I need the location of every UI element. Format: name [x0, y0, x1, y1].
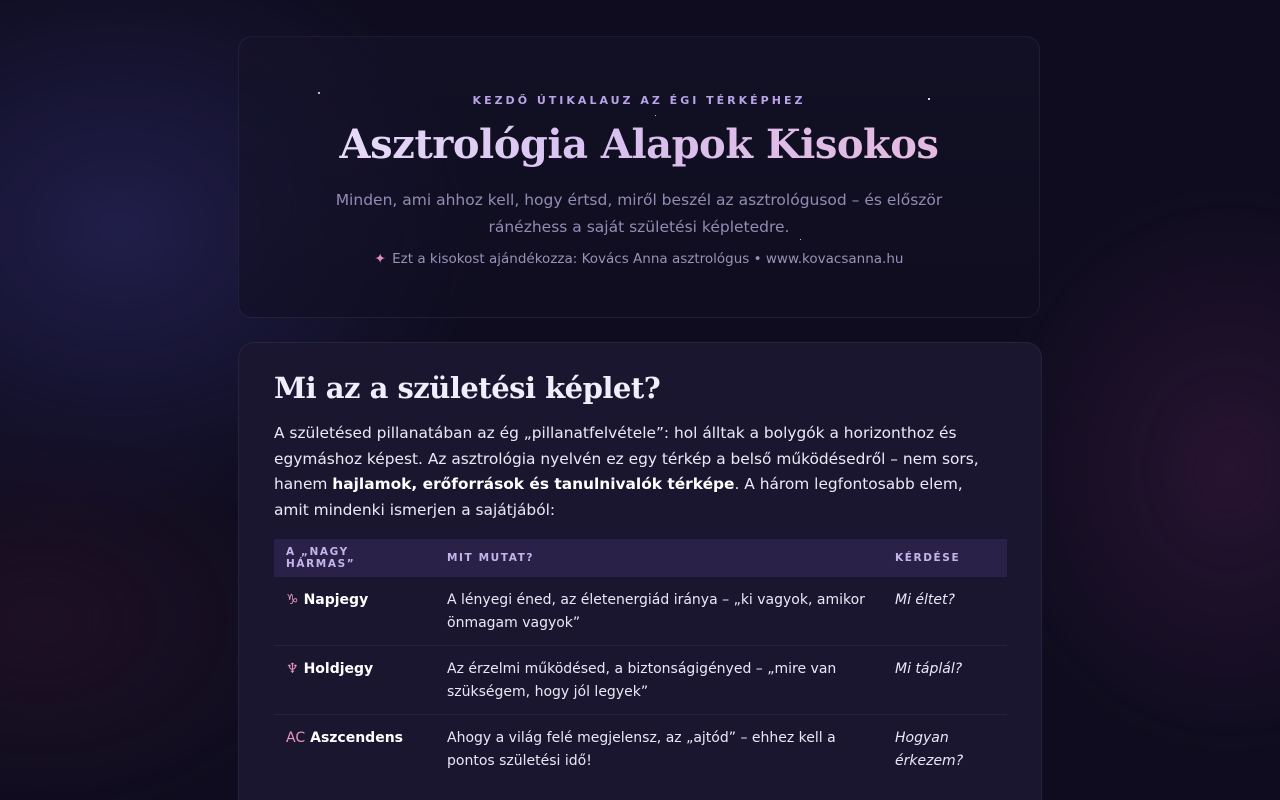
page-title: Asztrológia Alapok Kisokos — [239, 121, 1039, 168]
cell-question: Mi táplál? — [883, 646, 1007, 715]
item-name: Holdjegy — [303, 661, 374, 677]
section-title: Mi az a születési képlet? — [274, 371, 661, 405]
cell-description: A lényegi éned, az életenergiád iránya – „ki vagyok, amikor önmagam vagyok” — [435, 577, 883, 646]
ascendant-icon: AC — [286, 730, 306, 746]
body-text-bold: hajlamok, erőforrások és tanulnivalók térképe — [332, 475, 735, 493]
big-three-table — [274, 539, 1007, 783]
column-header-big-three: A „NAGY HÁRMAS” — [274, 539, 435, 577]
hero-subtitle: Minden, ami ahhoz kell, hogy értsd, miről beszél az asztrológusod – és először ránézhess a saját születési képletedre. — [335, 191, 943, 236]
table-header-row — [274, 539, 1007, 577]
cell-name — [274, 715, 435, 784]
item-name: Aszcendens — [310, 730, 404, 746]
column-header-what: MIT MUTAT? — [435, 539, 883, 577]
sparkle-icon: ✦ — [374, 251, 386, 267]
hero-eyebrow: KEZDŐ ÚTIKALAUZ AZ ÉGI TÉRKÉPHEZ — [472, 94, 806, 107]
hero-card — [238, 36, 1040, 318]
cell-description: Az érzelmi működésed, a biztonságigényed – „mire van szükségem, hogy jól legyek” — [435, 646, 883, 715]
cell-name — [274, 577, 435, 646]
star-decoration — [655, 115, 656, 116]
table-row — [274, 646, 1007, 715]
item-name: Napjegy — [303, 592, 369, 608]
cell-question: Mi éltet? — [883, 577, 1007, 646]
credit-line — [239, 251, 1039, 267]
table-row — [274, 577, 1007, 646]
cell-question: Hogyan érkezem? — [895, 730, 964, 769]
table-row — [274, 715, 1007, 784]
capricorn-icon: ♑ — [286, 592, 299, 608]
body-text-2: . A három legfontosabb elem, amit mindenki ismerjen a sajátjából: — [274, 475, 963, 519]
body-text-1: A születésed pillanatában az ég „pillanatfelvétele”: hol álltak a bolygók a horizonthoz és egymáshoz képest. Az asztrológia nyelvén ez egy térkép a belső működésedről – nem sors, hanem — [274, 424, 979, 493]
credit-text: Ezt a kisokost ajándékozza: Kovács Anna asztrológus • www.kovacsanna.hu — [392, 251, 904, 267]
cell-description: Ahogy a világ felé megjelensz, az „ajtód” – ehhez kell a pontos születési idő! — [447, 730, 836, 769]
birth-chart-section — [238, 342, 1042, 800]
section-body — [274, 421, 982, 523]
neptune-icon: ♆ — [286, 661, 299, 677]
cell-name — [274, 646, 435, 715]
column-header-question: KÉRDÉSE — [883, 539, 1007, 577]
